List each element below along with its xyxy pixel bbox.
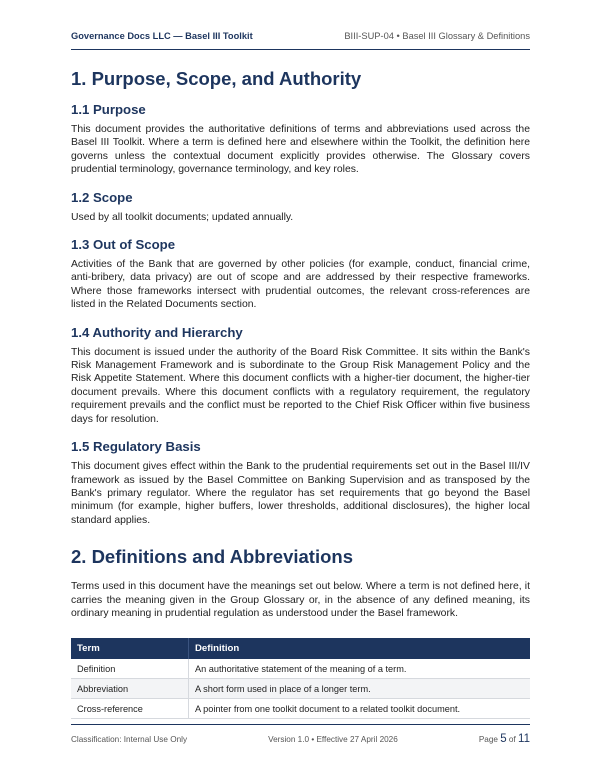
section-2-intro: Terms used in this document have the meanings set out below. Where a term is not defined here, it carries the meaning given in the Group Glossary or, in the absence of any defined meaning, its ordinary meaning in prudential regulation as understood under the Basel framework. (71, 581, 530, 619)
section-2-title: 2. Definitions and Abbreviations (71, 546, 353, 568)
page-content (71, 66, 530, 719)
section-1-5-body: This document gives effect within the Bank to the prudential requirements set out in the Basel III/IV framework as issued by the Basel Committee on Banking Supervision and as transposed by the Bank's primary regulator. Where the regulator has set requirements that go beyond the Basel minimum (for example, higher buffers, lower thresholds, additional disclosures), the higher local standard applies. (71, 461, 530, 526)
table-header-definition: Definition (189, 638, 531, 659)
section-1-3-body: Activities of the Bank that are governed by other policies (for example, conduct, financial crime, anti-bribery, data privacy) are out of scope and are addressed by their respective frameworks. Where those frameworks intersect with prudential outcomes, the relevant cross-references are listed in the Related Documents section. (71, 259, 530, 311)
table-cell-definition: An authoritative statement of the meaning of a term. (189, 659, 531, 679)
table-cell-term: Definition (71, 659, 189, 679)
table-header-row (71, 638, 530, 659)
footer-page-number (479, 733, 530, 745)
table-row (71, 699, 530, 719)
header-doc-id: BIII-SUP-04 • Basel III Glossary & Definitions (344, 31, 530, 41)
header-company: Governance Docs LLC — Basel III Toolkit (71, 31, 253, 41)
section-1-1-body: This document provides the authoritative definitions of terms and abbreviations used across the Basel III Toolkit. Where a term is defined here and elsewhere within the Toolkit, the definition here governs unless the contextual document explicitly provides otherwise. The Glossary covers prudential terminology, governance terminology, and key roles. (71, 124, 530, 176)
section-1-2-body: Used by all toolkit documents; updated annually. (71, 211, 294, 223)
section-1-4-title: 1.4 Authority and Hierarchy (71, 324, 243, 340)
page-prefix: Page (478, 735, 498, 744)
section-1-title: 1. Purpose, Scope, and Authority (71, 68, 362, 89)
page-separator: of (508, 735, 516, 744)
table-header-term: Term (71, 638, 189, 659)
table-row (71, 659, 530, 679)
section-1-3-title: 1.3 Out of Scope (71, 237, 176, 253)
definitions-table (71, 638, 530, 719)
table-cell-definition: A short form used in place of a longer term. (189, 679, 531, 699)
section-1-1-title: 1.1 Purpose (71, 102, 146, 117)
page-header (71, 31, 530, 50)
table-cell-term: Abbreviation (71, 679, 189, 699)
page-total: 11 (518, 733, 530, 745)
table-cell-term: Cross-reference (71, 699, 189, 719)
table-row (71, 679, 530, 699)
page-current: 5 (500, 733, 507, 745)
footer-version: Version 1.0 • Effective 27 April 2026 (268, 734, 398, 744)
section-1-4-body: This document is issued under the authority of the Board Risk Committee. It sits within the Bank's Risk Management Framework and is subordinate to the Group Risk Management Policy and the Risk Appetite Statement. Where this document conflicts with a higher-tier document, the higher-tier document prevails. Where this document conflicts with a regulatory requirement, the regulatory requirement prevails and the conflict must be reported to the Chief Risk Officer within five business days for resolution. (71, 346, 530, 425)
section-1-5-title: 1.5 Regulatory Basis (71, 439, 201, 455)
table-cell-definition: A pointer from one toolkit document to a related toolkit document. (189, 699, 531, 719)
page-footer (71, 724, 530, 745)
section-1-2-title: 1.2 Scope (71, 189, 133, 205)
footer-classification: Classification: Internal Use Only (71, 734, 188, 744)
